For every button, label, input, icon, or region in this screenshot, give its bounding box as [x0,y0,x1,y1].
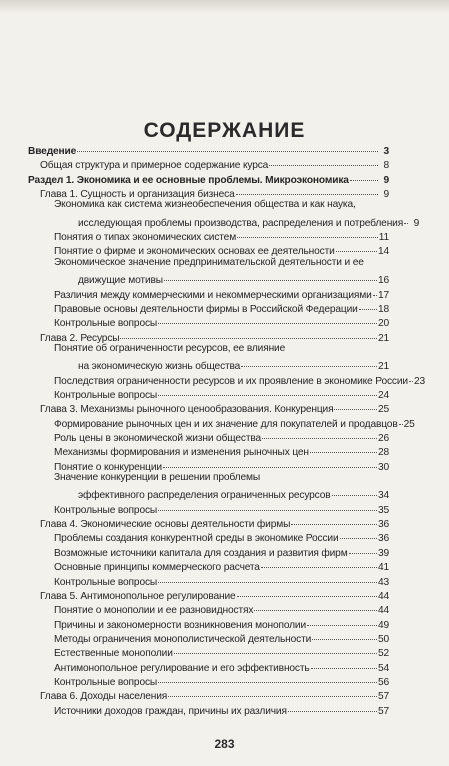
toc-entry-page: 35 [377,504,389,516]
toc-entry-title: на экономическую жизнь общества [78,361,241,373]
toc-leader-dots [237,586,377,599]
toc-entry [28,170,389,186]
toc-entry-continued [54,342,285,355]
toc-entry-page: 21 [377,361,389,373]
toc-entry-page: 44 [377,605,389,617]
toc-entry [54,299,389,315]
toc-entry [54,313,389,330]
toc-entry [78,213,420,229]
toc-entry-title: Общая структура и примерное содержание курса [40,160,269,172]
toc-entry-title: Формирование рыночных цен и их значение для покупателей и продавцов [54,418,398,430]
toc-entry [54,600,389,617]
toc-entry-page: 23 [413,375,425,387]
toc-entry [54,442,389,459]
toc-entry-page: 56 [377,676,389,688]
toc-leader-dots [158,385,377,398]
toc-entry-title: Экономика как система жизнеобеспечения общества и как наука, [54,199,356,211]
toc-entry-title: Контрольные вопросы [54,389,158,401]
toc-entry-title: Методы ограничения монополистической деятельности [54,633,312,645]
toc-entry-continued [54,256,364,269]
toc-entry-title: Правовые основы деятельности фирмы в Российской Федерации [54,303,358,315]
toc-entry-page: 36 [377,533,389,545]
toc-entry-title: Понятие о фирме и экономических основах ее деятельности [54,246,335,258]
toc-leader-dots [269,155,378,168]
toc-entry-page: 57 [377,705,389,717]
toc-entry-page: 14 [377,246,389,258]
toc-entry [54,227,389,244]
toc-leader-dots [307,615,377,628]
toc-entry-title: Глава 4. Экономические основы деятельности фирмы [40,519,291,531]
toc-leader-dots [332,485,377,498]
toc-leader-dots [359,299,377,312]
toc-leader-dots [77,141,378,154]
toc-leader-dots [163,457,377,470]
toc-leader-dots [373,285,377,298]
toc-entry-title: Введение [28,146,77,157]
toc-entry-page: 30 [377,461,389,473]
toc-entry-page: 17 [377,289,389,301]
toc-entry [40,155,389,172]
toc-leader-dots [288,701,377,714]
toc-entry-page: 28 [377,447,389,459]
page-edge [0,0,449,14]
toc-entry-title: Последствия ограниченности ресурсов и их проявление в экономике России [54,375,408,387]
toc-entry-page: 57 [377,691,389,703]
toc-entry-title: Механизмы формирования и изменения рыночных цен [54,447,309,459]
toc-leader-dots [254,600,377,613]
toc-entry-title: Глава 5. Антимонопольное регулирование [40,590,236,602]
toc-entry-title: Глава 6. Доходы населения [40,691,168,703]
toc-entry [54,658,389,674]
toc-leader-dots [404,213,408,226]
toc-leader-dots [409,371,413,384]
toc-leader-dots [168,686,377,699]
toc-leader-dots [261,557,377,570]
toc-leader-dots [311,658,377,671]
toc-entry-page: 36 [377,519,389,531]
toc-entry-title: Проблемы создания конкурентной среды в экономике России [54,533,339,545]
toc-entry [28,141,389,157]
toc-entry [40,328,389,344]
toc-entry-title: исследующая проблемы производства, распределения и потребления [78,217,404,229]
toc-entry [54,371,425,387]
toc-leader-dots [310,442,377,455]
toc-entry [54,414,415,430]
toc-leader-dots [237,227,378,240]
toc-leader-dots [158,672,377,685]
toc-entry-title: эффективного распределения ограниченных ресурсов [78,490,331,502]
toc-entry [54,543,389,559]
toc-title: СОДЕРЖАНИЕ [143,119,306,143]
toc-entry-title: Причины и закономерности возникновения монополии [54,619,307,631]
toc-leader-dots [164,270,377,283]
toc-leader-dots [158,500,377,513]
toc-leader-dots [399,414,403,427]
toc-leader-dots [158,572,377,585]
toc-leader-dots [350,170,378,183]
toc-entry [54,643,389,660]
toc-entry-title: движущие мотивы [78,275,163,287]
toc-entry [40,686,389,703]
toc-leader-dots [174,643,377,656]
toc-entry [54,557,389,574]
toc-entry-title: Глава 3. Механизмы рыночного ценообразования. Конкуренция [40,404,334,416]
toc-entry-title: Антимонопольное регулирование и его эффективность [54,662,310,674]
toc-entry-page: 25 [377,404,389,416]
toc-entry [54,457,389,473]
toc-entry [40,184,389,201]
toc-entry-title: Понятие о конкуренции [54,461,162,473]
toc-entry [54,428,389,444]
toc-entry [54,629,389,645]
toc-entry-page: 26 [377,433,389,444]
toc-entry-title: Основные принципы коммерческого расчета [54,562,260,574]
toc-entry-page: 11 [378,232,389,244]
toc-leader-dots [336,241,377,254]
toc-entry-title: Глава 2. Ресурсы [40,332,120,344]
toc-entry-page: 43 [377,576,389,588]
toc-entry-title: Различия между коммерческими и некоммерческими организациями [54,289,372,301]
toc-entry [78,485,389,502]
toc-entry [78,270,389,287]
toc-entry-page: 9 [383,174,389,186]
toc-entry-page: 49 [377,619,389,631]
toc-entry-page: 8 [383,160,389,172]
toc-entry-title: Роль цены в экономической жизни общества [54,433,262,444]
toc-leader-dots [120,328,377,341]
toc-leader-dots [312,629,377,642]
toc-leader-dots [241,356,377,369]
toc-entry-page: 25 [403,418,415,430]
toc-entry [78,356,389,373]
toc-entry [54,241,389,258]
toc-entry [54,385,389,401]
toc-entry [54,572,389,588]
toc-entry-title: Понятие о монополии и ее разновидностях [54,605,254,617]
toc-entry-page: 41 [377,562,389,574]
toc-leader-dots [236,184,378,197]
toc-entry-page: 39 [377,547,389,559]
toc-entry-title: Контрольные вопросы [54,576,158,588]
toc-entry-title: Возможные источники капитала для создания и развития фирм [54,547,348,559]
page-number: 283 [214,737,235,751]
toc-entry-continued [54,471,260,484]
toc-entry-page: 9 [383,189,389,201]
toc-entry-page: 54 [377,662,389,674]
toc-entry [54,285,389,301]
toc-entry-page: 16 [377,275,389,287]
toc-entry-title: Экономическое значение предпринимательской деятельности и ее [54,256,364,268]
toc-leader-dots [340,528,377,541]
toc-leader-dots [158,313,377,326]
toc-entry-page: 9 [413,217,420,229]
toc-entry [40,586,389,602]
toc-entry-title: Контрольные вопросы [54,318,158,330]
toc-entry [54,615,389,631]
toc-entry-page: 50 [377,633,389,645]
toc-entry-title: Контрольные вопросы [54,676,158,688]
toc-entry-title: Понятие об ограниченности ресурсов, ее влияние [54,342,286,354]
toc-entry-title: Источники доходов граждан, причины их различия [54,705,287,717]
toc-entry-page: 20 [377,318,389,330]
toc-entry [54,701,389,717]
toc-leader-dots [334,399,377,412]
toc-entry-page: 34 [377,490,389,502]
toc-entry-title: Контрольные вопросы [54,504,158,516]
toc-entry-continued [54,198,356,211]
toc-entry-page: 3 [383,146,389,157]
toc-entry-page: 44 [377,590,389,602]
toc-entry [40,399,389,416]
toc-entry [54,500,389,516]
toc-entry-page: 21 [377,332,389,344]
toc-entry-page: 18 [377,303,389,315]
toc-entry-title: Естественные монополии [54,648,173,660]
toc-entry-page: 24 [377,389,389,401]
toc-entry-title: Глава 1. Сущность и организация бизнеса [40,189,235,201]
toc-entry-page: 52 [377,648,389,660]
toc-entry-title: Понятия о типах экономических систем [54,232,237,244]
toc-entry [40,514,389,531]
toc-leader-dots [262,428,377,441]
toc-entry-title: Раздел 1. Экономика и ее основные проблемы. Микроэкономика [28,174,349,186]
toc-entry [54,672,389,688]
toc-entry-title: Значение конкуренции в решении проблемы [54,472,260,484]
toc-leader-dots [349,543,377,556]
toc-entry [54,528,389,545]
toc-leader-dots [291,514,377,527]
